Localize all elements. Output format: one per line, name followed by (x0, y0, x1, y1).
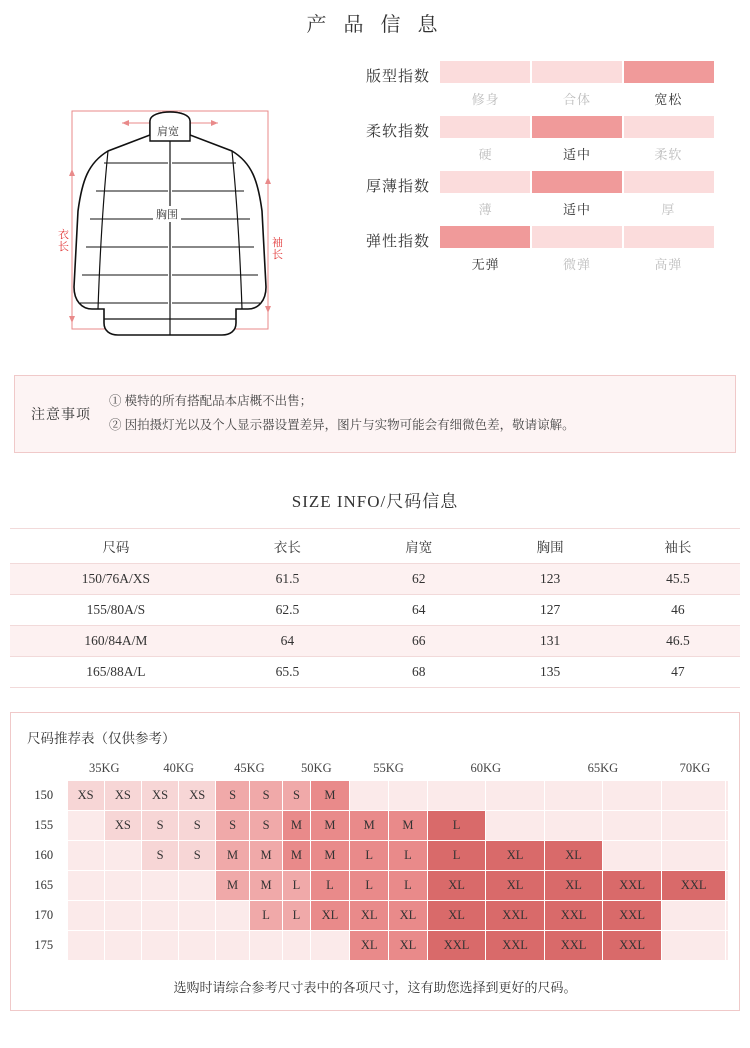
recommendation-cell (661, 901, 726, 931)
bar-segment-active (624, 61, 714, 83)
size-recommendation-block (10, 712, 740, 1012)
recommendation-cell: S (249, 781, 282, 811)
recommendation-cell (726, 901, 729, 931)
recommendation-cell (726, 781, 729, 811)
recommendation-cell: S (283, 781, 310, 811)
recommendation-cell: L (249, 901, 282, 931)
recommendation-cell (603, 841, 662, 871)
recommendation-cell: L (350, 841, 389, 871)
index-bars-softness (440, 116, 714, 138)
recommendation-row (21, 841, 729, 871)
recommendation-cell: M (310, 841, 350, 871)
recommendation-cell: XXL (661, 871, 726, 901)
recommendation-cell: XL (544, 871, 603, 901)
height-label: 160 (34, 848, 54, 862)
recommendation-cell (249, 931, 282, 961)
weight-header: 35KG (88, 760, 120, 775)
recommendation-cell (67, 931, 104, 961)
recommendation-cell (67, 901, 104, 931)
recommendation-cell (661, 811, 726, 841)
cell-size: 165/88A/L (10, 656, 222, 687)
weight-header: 50KG (301, 760, 332, 775)
cell-bust: 131 (484, 625, 615, 656)
cell-sleeve: 46.5 (616, 625, 740, 656)
recommendation-cell: L (389, 841, 428, 871)
weight-header: 70KG (679, 760, 711, 775)
recommendation-cell: XL (350, 901, 389, 931)
label-length: 衣长 (58, 229, 69, 254)
notice-line-1: ① 模特的所有搭配品本店概不出售； (109, 394, 313, 408)
recommendation-cell: L (427, 841, 486, 871)
cell-sleeve: 46 (616, 594, 740, 625)
index-option-selected: 适中 (562, 147, 591, 162)
recommendation-cell (179, 871, 216, 901)
recommendation-cell (544, 781, 603, 811)
index-option-selected: 无弹 (471, 257, 500, 272)
recommendation-cell: S (249, 811, 282, 841)
recommendation-cell (179, 931, 216, 961)
recommendation-cell (141, 871, 178, 901)
recommendation-cell (310, 931, 350, 961)
index-bars-thickness (440, 171, 714, 193)
index-option: 微弹 (562, 257, 591, 272)
bar-segment (440, 116, 530, 138)
cell-bust: 135 (484, 656, 615, 687)
index-bars-fit (440, 61, 714, 83)
index-option-selected: 宽松 (654, 92, 683, 107)
size-info-heading: SIZE INFO/尺码信息 (291, 491, 459, 511)
recommendation-cell: XL (389, 931, 428, 961)
recommendation-row (21, 871, 729, 901)
index-row-softness (340, 116, 714, 163)
jacket-illustration (0, 51, 340, 361)
recommendation-cell: XL (389, 901, 428, 931)
recommendation-cell: L (283, 871, 310, 901)
recommendation-footer: 选购时请综合参考尺寸表中的各项尺寸，这有助您选择到更好的尺码。 (173, 980, 577, 995)
height-label: 175 (34, 938, 54, 952)
cell-size: 150/76A/XS (10, 563, 222, 594)
cell-size: 155/80A/S (10, 594, 222, 625)
col-length: 衣长 (222, 528, 353, 563)
recommendation-cell: XS (67, 781, 104, 811)
height-label: 170 (34, 908, 54, 922)
index-option: 修身 (471, 92, 500, 107)
label-bust: 胸围 (153, 206, 181, 222)
label-shoulder: 肩宽 (154, 123, 182, 139)
recommendation-row (21, 901, 729, 931)
recommendation-cell: M (249, 871, 282, 901)
corner-cell (21, 757, 67, 781)
recommendation-table (21, 757, 729, 962)
recommendation-cell: XL (427, 871, 486, 901)
recommendation-cell (486, 781, 545, 811)
recommendation-cell (726, 871, 729, 901)
recommendation-cell (216, 931, 249, 961)
index-row-thickness (340, 171, 714, 218)
index-option: 合体 (562, 92, 591, 107)
recommendation-cell (661, 931, 726, 961)
recommendation-cell: M (283, 841, 310, 871)
recommendation-cell: XL (310, 901, 350, 931)
recommendation-cell: XXL (486, 931, 545, 961)
recommendation-row (21, 931, 729, 961)
recommendation-cell: L (350, 871, 389, 901)
recommendation-cell: XL (350, 931, 389, 961)
recommendation-cell: S (216, 781, 249, 811)
recommendation-cell: L (427, 811, 486, 841)
recommendation-cell (486, 811, 545, 841)
table-row (10, 563, 740, 594)
cell-length: 65.5 (222, 656, 353, 687)
recommendation-cell: M (350, 811, 389, 841)
cell-bust: 127 (484, 594, 615, 625)
cell-shoulder: 64 (353, 594, 484, 625)
index-list (340, 51, 750, 361)
weight-header: 40KG (163, 760, 194, 775)
bar-segment (624, 171, 714, 193)
cell-shoulder: 68 (353, 656, 484, 687)
recommendation-cell: XS (179, 781, 216, 811)
recommendation-cell (104, 901, 141, 931)
index-option: 厚 (661, 202, 676, 217)
recommendation-cell (104, 931, 141, 961)
recommendation-cell: XXL (603, 901, 662, 931)
bar-segment-active (532, 171, 622, 193)
recommendation-cell (726, 811, 729, 841)
recommendation-cell: M (389, 811, 428, 841)
recommendation-cell: XL (427, 901, 486, 931)
recommendation-cell (67, 871, 104, 901)
recommendation-cell: M (310, 811, 350, 841)
weight-header: 60KG (470, 760, 502, 775)
bar-segment (624, 226, 714, 248)
recommendation-cell: XXL (603, 931, 662, 961)
notice-body (109, 390, 719, 438)
col-sleeve: 袖长 (616, 528, 740, 563)
recommendation-row (21, 781, 729, 811)
cell-length: 61.5 (222, 563, 353, 594)
size-info-table (10, 528, 740, 688)
recommendation-title: 尺码推荐表（仅供参考） (27, 730, 176, 746)
recommendation-cell: XXL (603, 871, 662, 901)
index-option: 薄 (478, 202, 493, 217)
recommendation-cell: S (179, 811, 216, 841)
page-title: 产 品 信 息 (306, 14, 444, 36)
recommendation-cell: M (249, 841, 282, 871)
recommendation-cell: XL (486, 841, 545, 871)
cell-sleeve: 47 (616, 656, 740, 687)
table-row (10, 625, 740, 656)
recommendation-cell (350, 781, 389, 811)
index-row-elasticity (340, 226, 714, 273)
col-bust: 胸围 (484, 528, 615, 563)
index-label-elasticity: 弹性指数 (365, 234, 430, 250)
recommendation-cell (104, 871, 141, 901)
recommendation-cell (104, 841, 141, 871)
index-option-selected: 适中 (562, 202, 591, 217)
bar-segment (440, 171, 530, 193)
recommendation-cell: XL (486, 871, 545, 901)
recommendation-cell: XXL (544, 901, 603, 931)
label-sleeve: 袖长 (272, 237, 283, 262)
index-options-softness (440, 144, 714, 163)
cell-sleeve: 45.5 (616, 563, 740, 594)
recommendation-cell: M (283, 811, 310, 841)
col-shoulder: 肩宽 (353, 528, 484, 563)
cell-length: 64 (222, 625, 353, 656)
recommendation-body (21, 781, 729, 961)
recommendation-cell (67, 811, 104, 841)
height-label: 155 (34, 818, 54, 832)
recommendation-cell: XS (141, 781, 178, 811)
recommendation-cell (603, 781, 662, 811)
recommendation-cell: XL (544, 841, 603, 871)
weight-header-row (21, 757, 729, 781)
recommendation-cell (67, 841, 104, 871)
recommendation-cell (603, 811, 662, 841)
recommendation-cell: XS (104, 811, 141, 841)
recommendation-cell: L (310, 871, 350, 901)
cell-size: 160/84A/M (10, 625, 222, 656)
index-option: 硬 (478, 147, 493, 162)
recommendation-cell (283, 931, 310, 961)
recommendation-cell (389, 781, 428, 811)
bar-segment-active (532, 116, 622, 138)
recommendation-cell (661, 781, 726, 811)
recommendation-cell: XS (104, 781, 141, 811)
index-label-fit: 版型指数 (365, 69, 430, 85)
recommendation-cell (216, 901, 249, 931)
index-row-fit (340, 61, 714, 108)
top-section (0, 37, 750, 361)
cell-length: 62.5 (222, 594, 353, 625)
recommendation-cell (179, 901, 216, 931)
notice-line-2: ② 因拍摄灯光以及个人显示器设置差异，图片与实物可能会有细微色差，敬请谅解。 (109, 417, 575, 432)
table-row (10, 594, 740, 625)
index-label-thickness: 厚薄指数 (365, 179, 430, 195)
col-size: 尺码 (10, 528, 222, 563)
cell-bust: 123 (484, 563, 615, 594)
index-label-softness: 柔软指数 (365, 124, 430, 140)
index-bars-elasticity (440, 226, 714, 248)
bar-segment (532, 61, 622, 83)
recommendation-cell: M (216, 871, 249, 901)
recommendation-cell: S (141, 841, 178, 871)
recommendation-cell (141, 931, 178, 961)
bar-segment-active (440, 226, 530, 248)
index-options-fit (440, 89, 714, 108)
recommendation-cell: XXL (544, 931, 603, 961)
index-option: 柔软 (654, 147, 683, 162)
recommendation-cell: S (141, 811, 178, 841)
recommendation-cell: XXL (486, 901, 545, 931)
recommendation-cell (726, 931, 729, 961)
weight-header: 55KG (373, 760, 404, 775)
recommendation-cell: M (310, 781, 350, 811)
index-options-elasticity (440, 254, 714, 273)
height-label: 165 (34, 878, 54, 892)
cell-shoulder: 66 (353, 625, 484, 656)
recommendation-row (21, 811, 729, 841)
recommendation-cell (726, 841, 729, 871)
recommendation-cell (544, 811, 603, 841)
recommendation-cell: XXL (427, 931, 486, 961)
table-row (10, 656, 740, 687)
cell-shoulder: 62 (353, 563, 484, 594)
bar-segment (532, 226, 622, 248)
bar-segment (624, 116, 714, 138)
recommendation-cell (427, 781, 486, 811)
recommendation-cell: S (216, 811, 249, 841)
bar-segment (440, 61, 530, 83)
height-label: 150 (34, 788, 54, 802)
recommendation-cell (661, 841, 726, 871)
recommendation-cell: L (389, 871, 428, 901)
recommendation-cell: M (216, 841, 249, 871)
recommendation-cell (141, 901, 178, 931)
recommendation-cell: S (179, 841, 216, 871)
weight-header: 45KG (234, 760, 265, 775)
weight-header: 65KG (587, 760, 619, 775)
table-header-row (10, 528, 740, 563)
notice-title: 注意事项 (31, 407, 91, 423)
recommendation-cell: L (283, 901, 310, 931)
index-option: 高弹 (654, 257, 683, 272)
notice-box (14, 375, 736, 453)
index-options-thickness (440, 199, 714, 218)
